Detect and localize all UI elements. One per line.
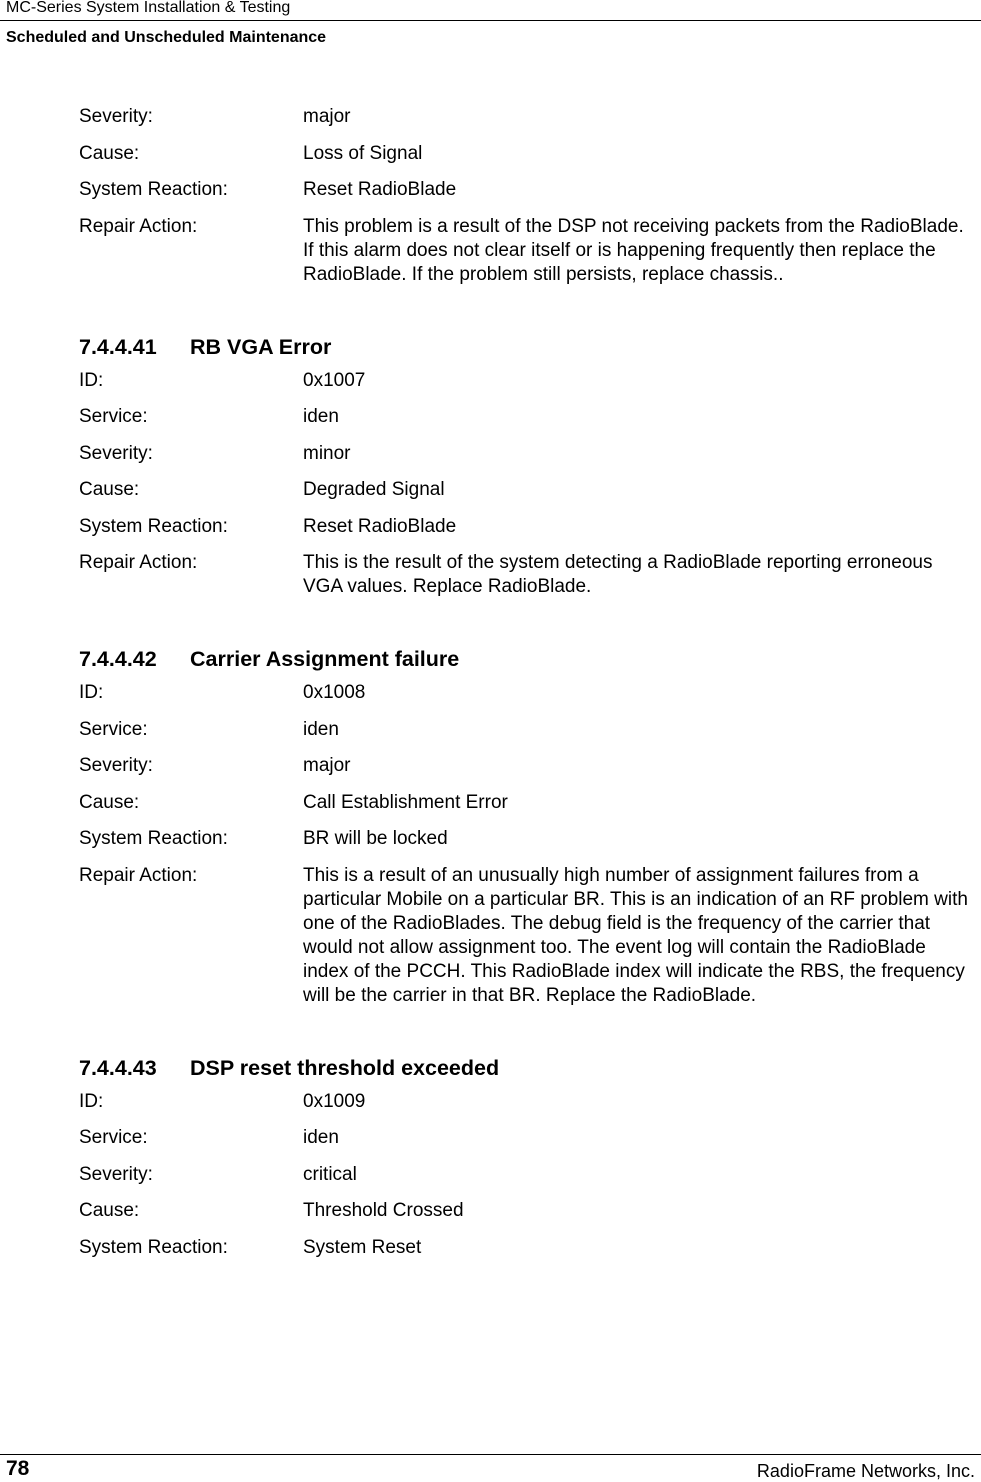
cause-label: Cause: — [79, 791, 140, 813]
cause-value: Call Establishment Error — [303, 791, 508, 813]
repair-action-label: Repair Action: — [79, 552, 198, 573]
section-title: DSP reset threshold exceeded — [190, 1055, 500, 1080]
service-row — [79, 1126, 969, 1150]
service-value: iden — [303, 406, 339, 427]
severity-value: critical — [303, 1163, 357, 1185]
id-value: 0x1009 — [303, 1090, 366, 1112]
repair-action-row — [79, 864, 969, 1008]
repair-action-value: This is the result of the system detecting a RadioBlade reporting erroneous VGA values. Replace RadioBlade. — [303, 552, 933, 597]
section-number: 7.4.4.43 — [79, 1055, 157, 1080]
system-reaction-label: System Reaction: — [79, 828, 228, 849]
cause-label: Cause: — [79, 1200, 140, 1221]
severity-value: minor — [303, 442, 351, 464]
severity-value: major — [303, 106, 351, 127]
id-value: 0x1007 — [303, 369, 366, 391]
id-value: 0x1008 — [303, 682, 366, 703]
service-value: iden — [303, 1127, 339, 1148]
system-reaction-label: System Reaction: — [79, 1236, 228, 1258]
cause-row — [79, 478, 969, 502]
running-header-subtitle: Scheduled and Unscheduled Maintenance — [6, 29, 327, 46]
severity-row — [79, 105, 969, 129]
service-label: Service: — [79, 718, 148, 740]
severity-row — [79, 442, 969, 466]
system-reaction-value: BR will be locked — [303, 828, 448, 849]
system-reaction-row — [79, 515, 969, 539]
id-label: ID: — [79, 369, 104, 391]
system-reaction-value: Reset RadioBlade — [303, 515, 457, 537]
running-header-title: MC-Series System Installation & Testing — [6, 0, 291, 16]
repair-action-value: This problem is a result of the DSP not receiving packets from the RadioBlade. If this alarm does not clear itself or is happening frequently then replace the RadioBlade. If the problem still persists, replace chassis.. — [303, 215, 964, 285]
system-reaction-row — [79, 1236, 969, 1260]
system-reaction-row — [79, 178, 969, 202]
service-label: Service: — [79, 1127, 148, 1148]
system-reaction-label: System Reaction: — [79, 179, 228, 200]
repair-action-row — [79, 215, 969, 287]
repair-action-row — [79, 551, 969, 599]
id-row — [79, 369, 969, 393]
severity-row — [79, 1163, 969, 1187]
severity-value: major — [303, 755, 351, 776]
section-title: RB VGA Error — [190, 334, 332, 359]
system-reaction-value: System Reset — [303, 1236, 422, 1258]
section-heading — [79, 1055, 969, 1081]
severity-label: Severity: — [79, 755, 153, 776]
page-content — [79, 105, 969, 1260]
cause-row — [79, 142, 969, 166]
section-dsp-reset-threshold-exceeded — [79, 1055, 969, 1260]
cause-row — [79, 1199, 969, 1223]
cause-row — [79, 791, 969, 815]
section-heading — [79, 334, 969, 360]
footer-company: RadioFrame Networks, Inc. — [756, 1461, 975, 1481]
section-title: Carrier Assignment failure — [190, 647, 460, 671]
service-row — [79, 718, 969, 742]
id-label: ID: — [79, 682, 104, 703]
cause-value: Degraded Signal — [303, 479, 445, 500]
footer-divider — [0, 1454, 981, 1455]
severity-label: Severity: — [79, 106, 153, 127]
severity-row — [79, 754, 969, 778]
page-number: 78 — [6, 1457, 30, 1480]
system-reaction-value: Reset RadioBlade — [303, 179, 457, 200]
repair-action-label: Repair Action: — [79, 215, 198, 237]
severity-label: Severity: — [79, 442, 153, 464]
alarm-entry-continued — [79, 105, 969, 287]
service-row — [79, 405, 969, 429]
section-number: 7.4.4.42 — [79, 647, 157, 671]
id-row — [79, 681, 969, 705]
severity-label: Severity: — [79, 1163, 153, 1185]
section-heading — [79, 646, 969, 672]
section-number: 7.4.4.41 — [79, 334, 157, 359]
cause-label: Cause: — [79, 142, 140, 164]
repair-action-label: Repair Action: — [79, 864, 198, 886]
service-label: Service: — [79, 406, 148, 427]
header-divider — [0, 20, 981, 21]
cause-value: Threshold Crossed — [303, 1200, 464, 1221]
system-reaction-row — [79, 827, 969, 851]
repair-action-value: This is a result of an unusually high number of assignment failures from a particular Mobile on a particular BR. This is an indication of an RF problem with one of the RadioBlades. The debug field is the frequency of the carrier that would not allow assignment too. The event log will contain the RadioBlade index of the PCCH. This RadioBlade index will indicate the RBS, the frequency will be the carrier in that BR. Replace the RadioBlade. — [303, 864, 968, 1006]
system-reaction-label: System Reaction: — [79, 515, 228, 537]
section-rb-vga-error — [79, 334, 969, 600]
cause-value: Loss of Signal — [303, 142, 423, 164]
cause-label: Cause: — [79, 479, 140, 500]
id-label: ID: — [79, 1090, 104, 1112]
service-value: iden — [303, 718, 339, 740]
section-carrier-assignment-failure — [79, 646, 969, 1008]
id-row — [79, 1090, 969, 1114]
